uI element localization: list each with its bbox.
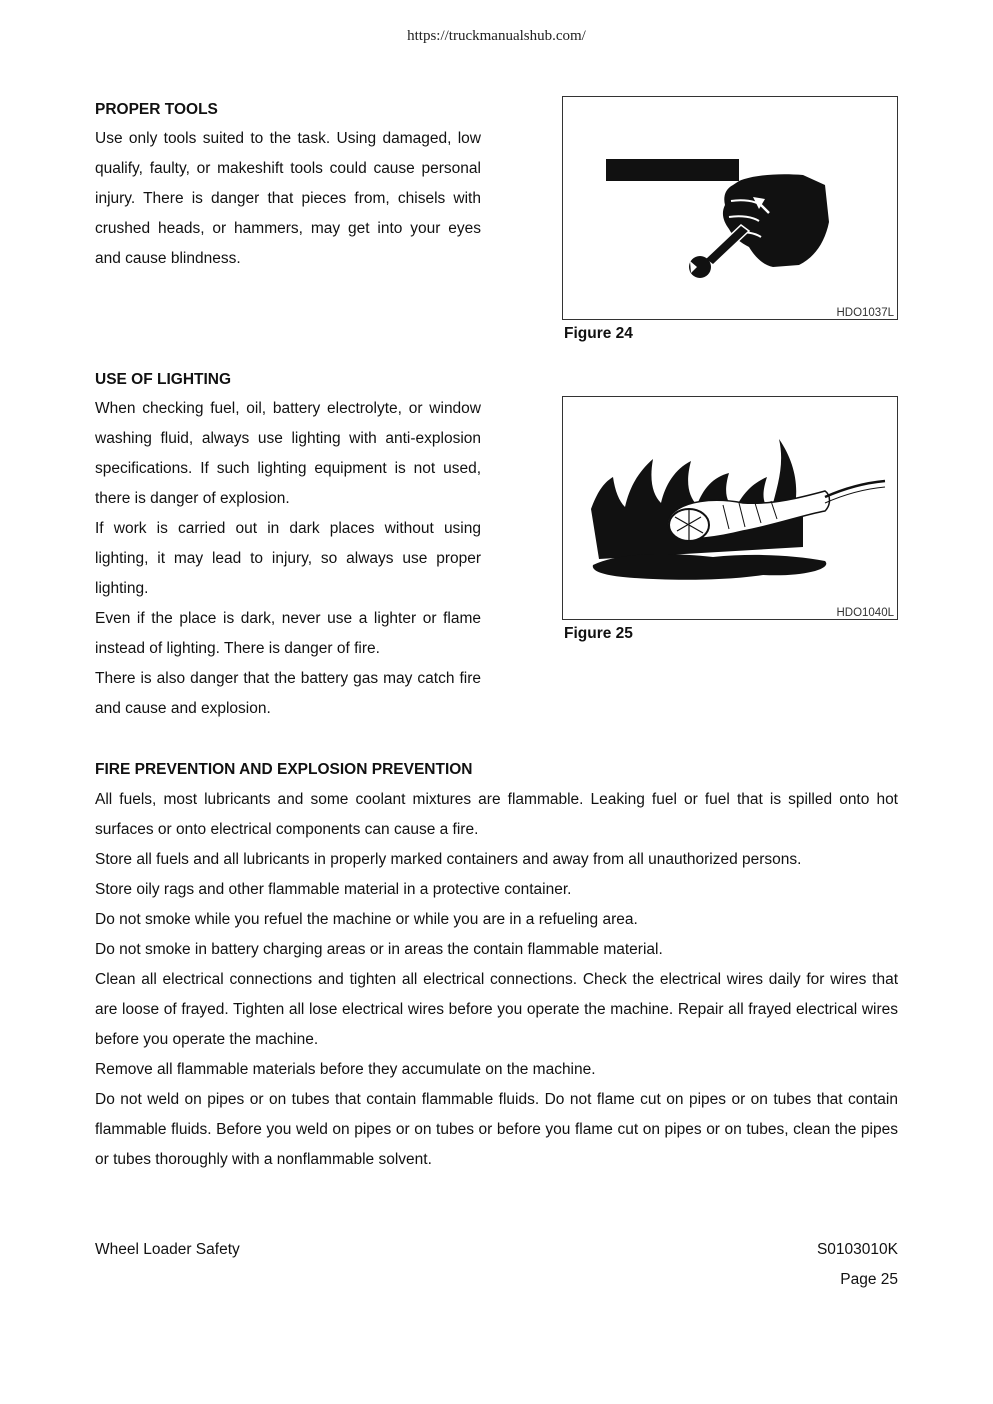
paragraph: If work is carried out in dark places without using lighting, it may lead to injury, so always use proper lighting. — [95, 520, 481, 597]
paragraph: There is also danger that the battery gas may catch fire and cause and explosion. — [95, 670, 481, 717]
section-heading-proper-tools: PROPER TOOLS — [95, 101, 218, 118]
section-heading-fire-prevention: FIRE PREVENTION AND EXPLOSION PREVENTION — [95, 761, 473, 778]
paragraph: Remove all flammable materials before they accumulate on the machine. — [95, 1061, 596, 1078]
figure-24-caption: Figure 24 — [564, 325, 633, 342]
footer-doc-code: S0103010K — [816, 1241, 898, 1258]
paragraph: Do not weld on pipes or on tubes that contain flammable fluids. Do not flame cut on pipes or on tubes that contain flammable fluids. Before you weld on pipes or on tubes or before you flame cut on pipes or on tubes, clean the pipes or tubes thoroughly with a nonflammable solvent. — [95, 1091, 898, 1168]
fire-prevention-body — [95, 785, 898, 1175]
figure-25-caption: Figure 25 — [564, 625, 633, 642]
section-heading-use-of-lighting: USE OF LIGHTING — [95, 371, 232, 388]
paragraph: Clean all electrical connections and tighten all electrical connections. Check the electrical wires daily for wires that are loose of frayed. Tighten all lose electrical wires before you operate the machine. Repair all frayed electrical wires before you operate the machine. — [95, 971, 898, 1048]
footer-title: Wheel Loader Safety — [95, 1241, 240, 1258]
paragraph: All fuels, most lubricants and some coolant mixtures are flammable. Leaking fuel or fuel that is spilled onto hot surfaces or onto electrical components can cause a fire. — [95, 791, 898, 838]
footer-page-number: Page 25 — [840, 1271, 898, 1288]
paragraph: Store all fuels and all lubricants in properly marked containers and away from all unauthorized persons. — [95, 851, 802, 868]
proper-tools-body — [95, 124, 481, 274]
paragraph: Use only tools suited to the task. Using damaged, low qualify, faulty, or makeshift tools could cause personal injury. There is danger that pieces from, chisels with crushed heads, or hammers, may get into your eyes and cause blindness. — [95, 130, 481, 267]
paragraph: When checking fuel, oil, battery electrolyte, or window washing fluid, always use lighting with anti-explosion specifications. If such lighting equipment is not used, there is danger of explosion. — [95, 400, 481, 507]
header-url: https://truckmanualshub.com/ — [407, 28, 586, 44]
figure-24-image — [562, 96, 898, 320]
figure-code: HDO1037L — [836, 307, 894, 319]
paragraph: Even if the place is dark, never use a lighter or flame instead of lighting. There is danger of fire. — [95, 610, 481, 657]
use-of-lighting-body — [95, 394, 481, 724]
paragraph: Do not smoke in battery charging areas or in areas the contain flammable material. — [95, 941, 663, 958]
paragraph: Do not smoke while you refuel the machine or while you are in a refueling area. — [95, 911, 638, 928]
hand-wrench-icon — [563, 97, 899, 321]
lamp-flame-icon — [563, 397, 899, 621]
footer-right — [817, 1235, 898, 1295]
figure-25-image — [562, 396, 898, 620]
paragraph: Store oily rags and other flammable material in a protective container. — [95, 881, 572, 898]
figure-code: HDO1040L — [836, 607, 894, 619]
